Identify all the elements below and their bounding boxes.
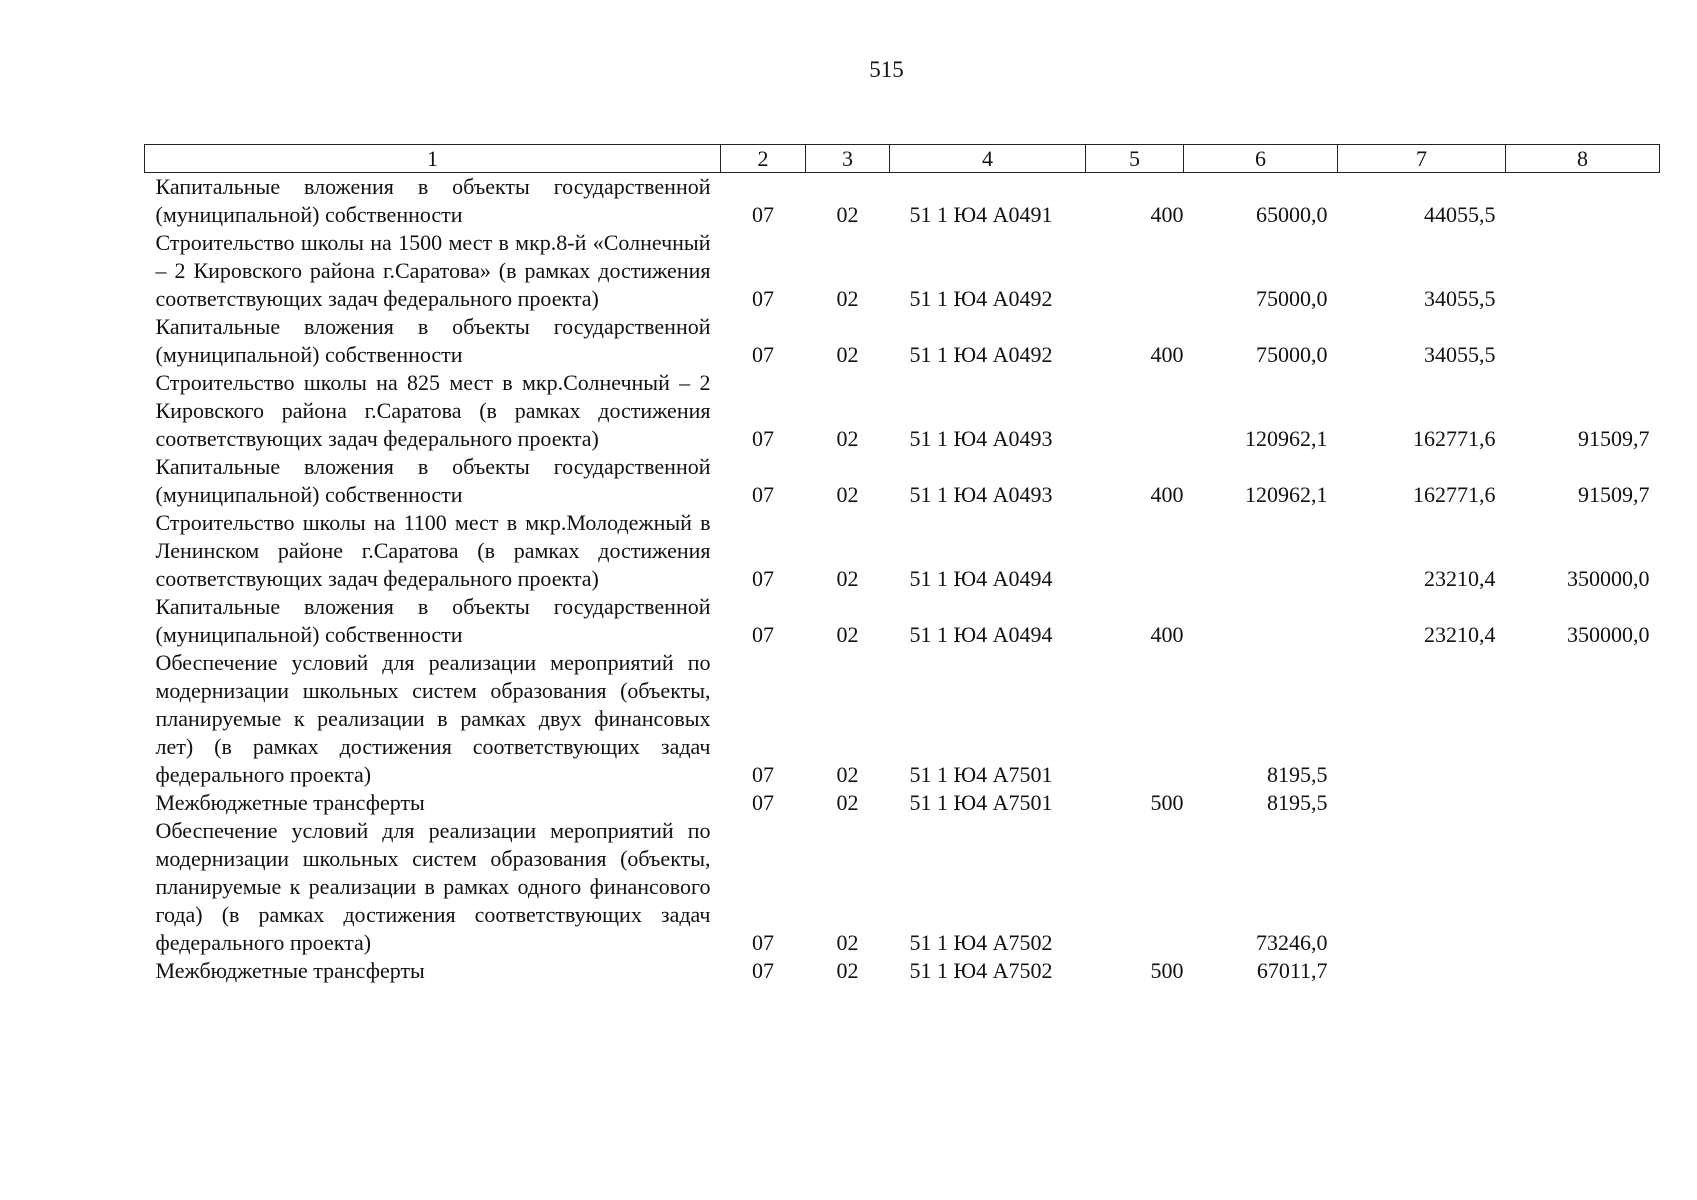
section-code: 07 bbox=[752, 762, 774, 787]
subsection-code: 02 bbox=[836, 482, 859, 507]
expense-type-code bbox=[1086, 509, 1184, 593]
table-row bbox=[145, 649, 1660, 789]
row-name: Обеспечение условий для реализации мероприятий по модернизации школьных систем образования (объекты, планируемые к реализации в рамках двух финансовых лет) (в рамках достижения соответствующих задач федерального проекта) bbox=[155, 650, 711, 787]
column-header-4: 4 bbox=[890, 145, 1086, 173]
row-name: Капитальные вложения в объекты государственной (муниципальной) собственности bbox=[155, 314, 711, 367]
target-article-code: 51 1 Ю4 А7501 bbox=[909, 790, 1053, 815]
section-code: 07 bbox=[752, 426, 774, 451]
amount-col-8: 91509,7 bbox=[1578, 482, 1650, 507]
expense-type-code: 400 bbox=[1150, 622, 1184, 647]
target-article-code: 51 1 Ю4 А0494 bbox=[909, 622, 1053, 647]
amount-col-6: 8195,5 bbox=[1267, 762, 1328, 787]
row-name: Межбюджетные трансферты bbox=[155, 790, 425, 815]
expense-type-code bbox=[1086, 817, 1184, 957]
row-name: Строительство школы на 1100 мест в мкр.Молодежный в Ленинском районе г.Саратова (в рамках достижения соответствующих задач федерального проекта) bbox=[155, 510, 711, 591]
expense-type-code: 400 bbox=[1150, 482, 1184, 507]
subsection-code: 02 bbox=[836, 202, 859, 227]
target-article-code: 51 1 Ю4 А0492 bbox=[909, 286, 1053, 311]
subsection-code: 02 bbox=[836, 790, 859, 815]
amount-col-6: 120962,1 bbox=[1245, 426, 1328, 451]
amount-col-6: 67011,7 bbox=[1256, 958, 1328, 983]
subsection-code: 02 bbox=[836, 762, 859, 787]
subsection-code: 02 bbox=[836, 958, 859, 983]
target-article-code: 51 1 Ю4 А0493 bbox=[909, 426, 1053, 451]
row-name: Обеспечение условий для реализации мероприятий по модернизации школьных систем образования (объекты, планируемые к реализации в рамках одного финансового года) (в рамках достижения соответствующих задач федерального проекта) bbox=[155, 818, 711, 955]
column-header-1: 1 bbox=[145, 145, 721, 173]
section-code: 07 bbox=[752, 482, 774, 507]
amount-col-8 bbox=[1506, 313, 1660, 369]
amount-col-8 bbox=[1506, 173, 1660, 230]
amount-col-6: 8195,5 bbox=[1267, 790, 1328, 815]
table-row bbox=[145, 817, 1660, 957]
column-header-7: 7 bbox=[1338, 145, 1506, 173]
section-code: 07 bbox=[752, 342, 774, 367]
subsection-code: 02 bbox=[836, 622, 859, 647]
target-article-code: 51 1 Ю4 А0494 bbox=[909, 566, 1053, 591]
column-header-8: 8 bbox=[1506, 145, 1660, 173]
amount-col-8 bbox=[1506, 789, 1660, 817]
amount-col-6: 73246,0 bbox=[1256, 930, 1328, 955]
table-row bbox=[145, 453, 1660, 509]
expense-type-code: 500 bbox=[1150, 958, 1184, 983]
amount-col-7 bbox=[1338, 957, 1506, 985]
target-article-code: 51 1 Ю4 А7502 bbox=[909, 930, 1053, 955]
page-number: 515 bbox=[869, 57, 904, 82]
expense-type-code: 500 bbox=[1150, 790, 1184, 815]
column-header-2: 2 bbox=[721, 145, 806, 173]
expense-type-code bbox=[1086, 229, 1184, 313]
table-row bbox=[145, 229, 1660, 313]
section-code: 07 bbox=[752, 930, 774, 955]
section-code: 07 bbox=[752, 286, 774, 311]
row-name: Межбюджетные трансферты bbox=[155, 958, 425, 983]
table-row bbox=[145, 509, 1660, 593]
amount-col-7: 162771,6 bbox=[1413, 482, 1496, 507]
subsection-code: 02 bbox=[836, 426, 859, 451]
amount-col-8 bbox=[1506, 957, 1660, 985]
table-row bbox=[145, 789, 1660, 817]
section-code: 07 bbox=[752, 790, 774, 815]
amount-col-6: 75000,0 bbox=[1256, 342, 1328, 367]
expense-type-code bbox=[1086, 369, 1184, 453]
section-code: 07 bbox=[752, 202, 774, 227]
row-name: Капитальные вложения в объекты государственной (муниципальной) собственности bbox=[155, 594, 711, 647]
amount-col-8: 91509,7 bbox=[1578, 426, 1650, 451]
table-row bbox=[145, 369, 1660, 453]
row-name: Капитальные вложения в объекты государственной (муниципальной) собственности bbox=[155, 454, 711, 507]
row-name: Строительство школы на 1500 мест в мкр.8-й «Солнечный – 2 Кировского района г.Саратова» (в рамках достижения соответствующих задач федерального проекта) bbox=[155, 230, 711, 311]
amount-col-7: 23210,4 bbox=[1424, 566, 1496, 591]
table-row bbox=[145, 173, 1660, 230]
row-name: Капитальные вложения в объекты государственной (муниципальной) собственности bbox=[155, 174, 711, 227]
amount-col-7 bbox=[1338, 649, 1506, 789]
section-code: 07 bbox=[752, 622, 774, 647]
subsection-code: 02 bbox=[836, 930, 859, 955]
amount-col-7: 44055,5 bbox=[1424, 202, 1496, 227]
amount-col-6 bbox=[1184, 509, 1338, 593]
subsection-code: 02 bbox=[836, 286, 859, 311]
amount-col-7 bbox=[1338, 789, 1506, 817]
amount-col-7: 34055,5 bbox=[1424, 286, 1496, 311]
section-code: 07 bbox=[752, 958, 774, 983]
amount-col-6: 120962,1 bbox=[1245, 482, 1328, 507]
budget-table bbox=[144, 144, 1660, 985]
amount-col-6: 75000,0 bbox=[1256, 286, 1328, 311]
target-article-code: 51 1 Ю4 А7502 bbox=[909, 958, 1053, 983]
column-header-6: 6 bbox=[1184, 145, 1338, 173]
target-article-code: 51 1 Ю4 А0491 bbox=[909, 202, 1053, 227]
amount-col-8: 350000,0 bbox=[1567, 622, 1650, 647]
amount-col-8: 350000,0 bbox=[1567, 566, 1650, 591]
amount-col-7: 23210,4 bbox=[1424, 622, 1496, 647]
subsection-code: 02 bbox=[836, 566, 859, 591]
expense-type-code: 400 bbox=[1150, 202, 1184, 227]
amount-col-7: 162771,6 bbox=[1413, 426, 1496, 451]
table-row bbox=[145, 957, 1660, 985]
subsection-code: 02 bbox=[836, 342, 859, 367]
target-article-code: 51 1 Ю4 А0492 bbox=[909, 342, 1053, 367]
row-name: Строительство школы на 825 мест в мкр.Солнечный – 2 Кировского района г.Саратова (в рамках достижения соответствующих задач федерального проекта) bbox=[155, 370, 711, 451]
table-row bbox=[145, 593, 1660, 649]
expense-type-code bbox=[1086, 649, 1184, 789]
amount-col-6: 65000,0 bbox=[1256, 202, 1328, 227]
column-header-3: 3 bbox=[806, 145, 890, 173]
amount-col-6 bbox=[1184, 593, 1338, 649]
amount-col-7 bbox=[1338, 817, 1506, 957]
table-header-row bbox=[145, 145, 1660, 173]
amount-col-8 bbox=[1506, 649, 1660, 789]
amount-col-7: 34055,5 bbox=[1424, 342, 1496, 367]
target-article-code: 51 1 Ю4 А0493 bbox=[909, 482, 1053, 507]
expense-type-code: 400 bbox=[1150, 342, 1184, 367]
table-row bbox=[145, 313, 1660, 369]
column-header-5: 5 bbox=[1086, 145, 1184, 173]
amount-col-8 bbox=[1506, 229, 1660, 313]
target-article-code: 51 1 Ю4 А7501 bbox=[909, 762, 1053, 787]
section-code: 07 bbox=[752, 566, 774, 591]
amount-col-8 bbox=[1506, 817, 1660, 957]
